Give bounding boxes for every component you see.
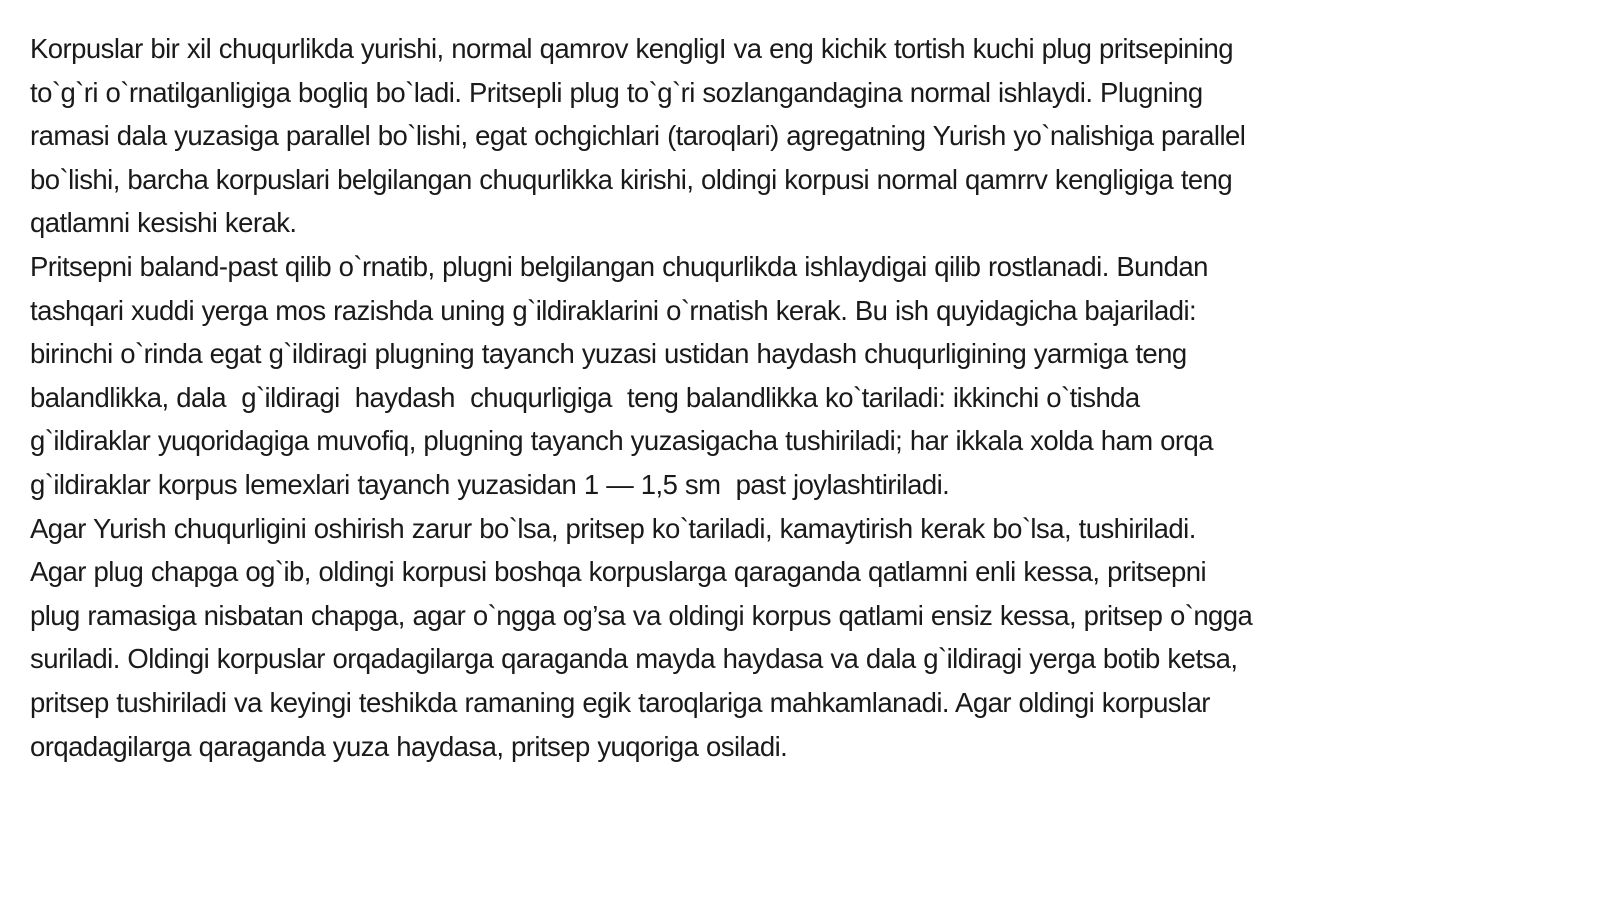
text-line: pritsep tushiriladi va keyingi teshikda ramaning egik taroqlariga mahkamlanadi. Agar oldingi korpuslar [30, 686, 1210, 718]
text-line: balandlikka, dala g`ildiragi haydash chuqurligiga teng balandlikka ko`tariladi: ikkinchi o`tishda [30, 381, 1140, 413]
paragraph-1 [30, 27, 1590, 245]
text-line: to`g`ri o`rnatilganligiga bogliq bo`ladi. Pritsepli plug to`g`ri sozlangandagina normal ishlaydi. Plugning [30, 76, 1203, 108]
text-line: plug ramasiga nisbatan chapga, agar o`ngga og’sa va oldingi korpus qatlami ensiz kessa, pritsep o`ngga [30, 599, 1253, 631]
text-line: ramasi dala yuzasiga parallel bo`lishi, egat ochgichlari (taroqlari) agregatning Yurish yo`nalishiga parallel [30, 120, 1246, 152]
paragraph-3 [30, 507, 1590, 769]
body-text [30, 27, 1590, 768]
text-line: Agar plug chapga og`ib, oldingi korpusi boshqa korpuslarga qaraganda qatlamni enli kessa, pritsepni [30, 556, 1207, 588]
text-line: qatlamni kesishi kerak. [30, 207, 297, 239]
text-line: birinchi o`rinda egat g`ildiragi plugning tayanch yuzasi ustidan haydash chuqurligining yarmiga teng [30, 338, 1187, 370]
text-line: bo`lishi, barcha korpuslari belgilangan chuqurlikka kirishi, oldingi korpusi normal qamrrv kengligiga teng [30, 163, 1233, 195]
text-line: g`ildiraklar yuqoridagiga muvofiq, plugning tayanch yuzasigacha tushiriladi; har ikkala xolda ham orqa [30, 425, 1214, 457]
text-line: Korpuslar bir xil chuqurlikda yurishi, normal qamrov kengligI va eng kichik tortish kuchi plug pritsepining [30, 33, 1234, 64]
text-line: Pritsepni baland-past qilib o`rnatib, plugni belgilangan chuqurlikda ishlaydigai qilib rostlanadi. Bundan [30, 250, 1208, 282]
text-line: orqadagilarga qaraganda yuza haydasa, pritsep yuqoriga osiladi. [30, 730, 788, 762]
text-line: tashqari xuddi yerga mos razishda uning g`ildiraklarini o`rnatish kerak. Bu ish quyidagicha bajariladi: [30, 294, 1197, 326]
text-line: g`ildiraklar korpus lemexlari tayanch yuzasidan 1 — 1,5 sm past joylashtiriladi. [30, 468, 950, 500]
text-line: suriladi. Oldingi korpuslar orqadagilarga qaraganda mayda haydasa va dala g`ildiragi yerga botib ketsa, [30, 643, 1238, 675]
text-line: Agar Yurish chuqurligini oshirish zarur bo`lsa, pritsep ko`tariladi, kamaytirish kerak bo`lsa, tushiriladi. [30, 512, 1196, 544]
paragraph-2 [30, 245, 1590, 507]
